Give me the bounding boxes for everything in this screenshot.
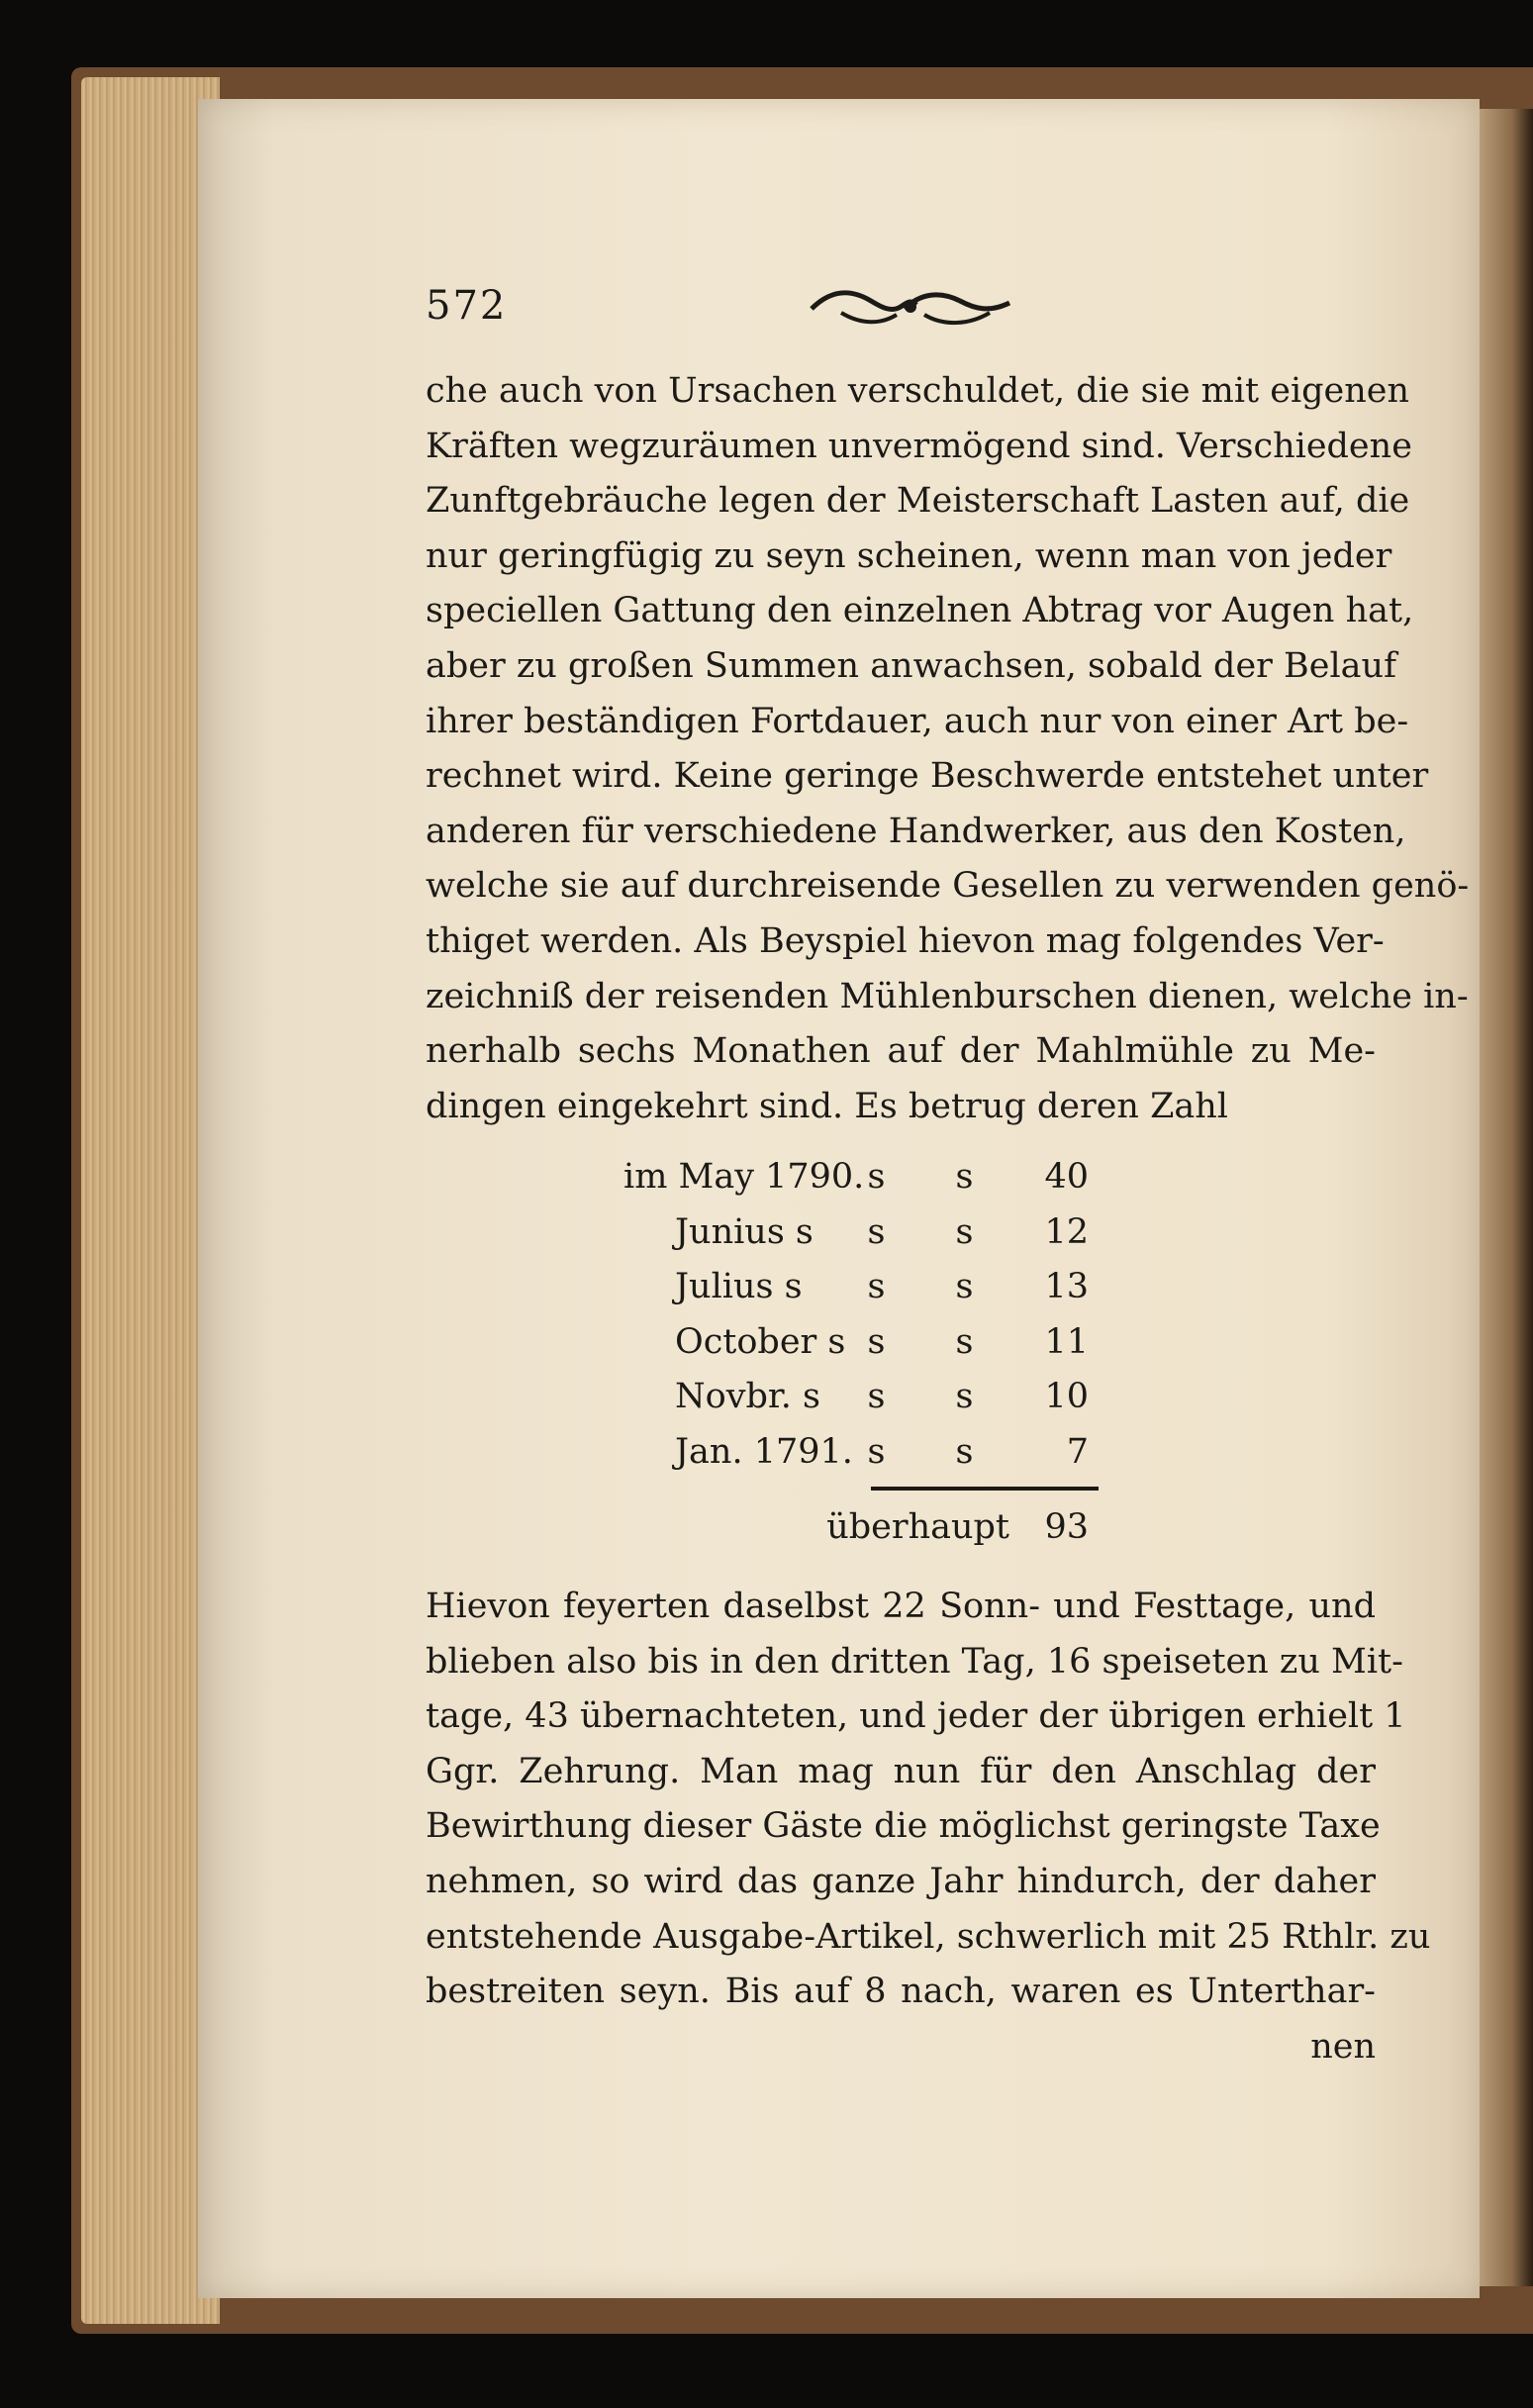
month-label: October s (675, 1321, 846, 1362)
text-line: Kräften wegzuräumen unvermögend sind. Verschiedene (426, 426, 1412, 466)
separator-marks: s s (867, 1211, 1004, 1252)
text-line: zeichniß der reisenden Mühlenburschen dienen, welche in- (426, 976, 1469, 1016)
total-label: überhaupt (826, 1506, 1009, 1547)
text-line: ihrer beständigen Fortdauer, auch nur von einer Art be- (426, 701, 1409, 741)
table-row (623, 1260, 1089, 1315)
text-line: nerhalb sechs Monathen auf der Mahlmühle zu Me- (426, 1031, 1376, 1072)
month-label: im May 1790. (623, 1157, 865, 1197)
month-label: Jan. 1791. (675, 1431, 853, 1472)
count-value: 7 (1066, 1431, 1089, 1472)
table-row (623, 1315, 1089, 1371)
text-line: bestreiten seyn. Bis auf 8 nach, waren es Unterthar- (426, 1972, 1376, 2012)
book-gutter (1480, 109, 1533, 2286)
page-number: 572 (426, 283, 508, 329)
text-line: thiget werden. Als Beyspiel hievon mag folgendes Ver- (426, 920, 1385, 961)
count-value: 12 (1044, 1211, 1089, 1252)
text-line: Bewirthung dieser Gäste die möglichst geringste Taxe (426, 1806, 1381, 1847)
month-label: Novbr. s (675, 1377, 820, 1417)
text-line: nur geringfügig zu seyn scheinen, wenn man von jeder (426, 535, 1392, 576)
separator-marks: s s (867, 1377, 1004, 1417)
catchword: nen (1310, 2026, 1376, 2067)
text-line: Hievon feyerten daselbst 22 Sonn- und Festtage, und (426, 1587, 1376, 1626)
text-line: blieben also bis in den dritten Tag, 16 speiseten zu Mit- (426, 1641, 1403, 1682)
count-value: 40 (1044, 1157, 1089, 1197)
text-line: speciellen Gattung den einzelnen Abtrag vor Augen hat, (426, 591, 1414, 631)
separator-marks: s s (867, 1431, 1004, 1472)
text-line: Ggr. Zehrung. Man mag nun für den Anschlag der (426, 1751, 1376, 1791)
count-value: 10 (1044, 1377, 1089, 1417)
count-value: 11 (1044, 1321, 1089, 1362)
table-total-row (623, 1500, 1089, 1556)
text-line: che auch von Ursachen verschuldet, die sie mit eigenen (426, 371, 1410, 411)
text-line: nehmen, so wird das ganze Jahr hindurch, der daher (426, 1861, 1376, 1901)
sum-rule (871, 1487, 1099, 1491)
total-value: 93 (1044, 1506, 1089, 1547)
text-line: anderen für verschiedene Handwerker, aus den Kosten, (426, 811, 1406, 851)
text-line: Zunftgebräuche legen der Meisterschaft Lasten auf, die (426, 481, 1410, 522)
text-line: aber zu großen Summen anwachsen, sobald der Belauf (426, 645, 1397, 686)
table-row (623, 1150, 1089, 1205)
text-line: dingen eingekehrt sind. Es betrug deren Zahl (426, 1086, 1228, 1126)
paragraph-1 (426, 364, 1470, 1134)
separator-marks: s s (867, 1267, 1004, 1307)
text-line: tage, 43 übernachteten, und jeder der übrigen erhielt 1 (426, 1696, 1406, 1737)
month-label: Junius s (675, 1211, 814, 1252)
page-header (426, 279, 1376, 338)
count-value: 13 (1044, 1267, 1089, 1307)
text-line: welche sie auf durchreisende Gesellen zu verwenden genö- (426, 866, 1470, 907)
text-line: rechnet wird. Keine geringe Beschwerde entstehet unter (426, 756, 1429, 797)
month-label: Julius s (675, 1267, 803, 1307)
separator-marks: s s (867, 1321, 1004, 1362)
table-row (623, 1205, 1089, 1261)
table-row (623, 1425, 1089, 1481)
separator-marks: s s (867, 1157, 1004, 1197)
table-row (623, 1370, 1089, 1425)
paragraph-2 (426, 1580, 1431, 2074)
ornament-icon (802, 279, 1019, 335)
text-line: entstehende Ausgabe-Artikel, schwerlich mit 25 Rthlr. zu (426, 1916, 1431, 1957)
count-table (623, 1150, 1089, 1555)
